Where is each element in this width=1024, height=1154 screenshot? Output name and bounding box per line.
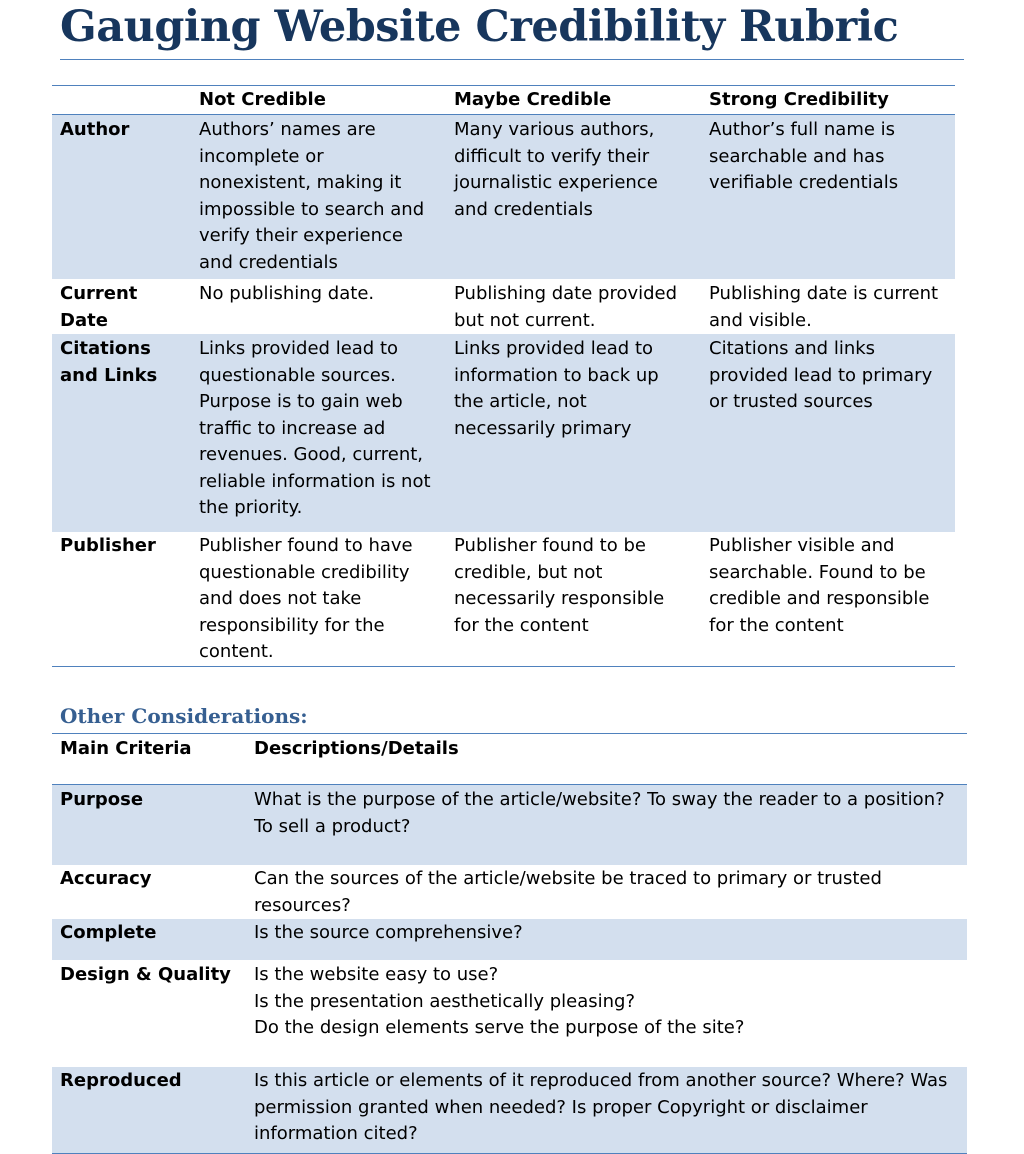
design-question-purpose: Do the design elements serve the purpose of the site?	[254, 1017, 745, 1038]
rubric-row-author	[52, 115, 955, 280]
rubric-header-strong-credibility: Strong Credibility	[701, 86, 955, 115]
rubric-cell-citations-not-credible: Links provided lead to questionable sources. Purpose is to gain web traffic to increase ad revenues. Good, current, reliable information is not the priority.	[199, 338, 431, 518]
rubric-criterion-current-date: Current Date	[60, 283, 138, 331]
considerations-criterion-accuracy: Accuracy	[60, 868, 152, 889]
rubric-row-current-date	[52, 279, 955, 334]
rubric-cell-citations-strong-credibility: Citations and links provided lead to primary or trusted sources	[709, 338, 933, 412]
considerations-row-design-quality	[52, 960, 967, 1067]
rubric-row-citations-links	[52, 334, 955, 532]
considerations-header-main-criteria: Main Criteria	[52, 734, 246, 785]
credibility-rubric-table	[52, 85, 955, 667]
rubric-cell-publisher-strong-credibility: Publisher visible and searchable. Found to be credible and responsible for the content	[709, 535, 930, 636]
other-considerations-table	[52, 733, 967, 1154]
considerations-details-reproduced: Is this article or elements of it reproduced from another source? Where? Was permission granted when needed? Is proper Copyright or disclaimer information cited?	[254, 1070, 948, 1144]
rubric-criterion-author: Author	[60, 119, 130, 140]
rubric-cell-author-not-credible: Authors’ names are incomplete or nonexistent, making it impossible to search and verify their experience and credentials	[199, 119, 425, 273]
considerations-row-accuracy	[52, 865, 967, 919]
rubric-cell-author-maybe-credible: Many various authors, difficult to verify their journalistic experience and credentials	[454, 119, 658, 220]
considerations-row-complete	[52, 919, 967, 960]
considerations-details-purpose: What is the purpose of the article/website? To sway the reader to a position? To sell a product?	[254, 789, 945, 837]
other-considerations-heading: Other Considerations:	[60, 704, 308, 728]
considerations-details-complete: Is the source comprehensive?	[254, 922, 523, 943]
rubric-cell-author-strong-credibility: Author’s full name is searchable and has verifiable credentials	[709, 119, 899, 193]
rubric-cell-date-not-credible: No publishing date.	[199, 283, 375, 304]
rubric-header-row	[52, 86, 955, 115]
rubric-header-corner	[52, 86, 191, 115]
rubric-cell-date-maybe-credible: Publishing date provided but not current.	[454, 283, 678, 331]
considerations-criterion-reproduced: Reproduced	[60, 1070, 182, 1091]
rubric-row-publisher	[52, 532, 955, 666]
rubric-criterion-citations-links: Citations and Links	[60, 338, 158, 386]
considerations-criterion-purpose: Purpose	[60, 789, 144, 810]
considerations-details-design-quality	[246, 960, 967, 1067]
rubric-cell-date-strong-credibility: Publishing date is current and visible.	[709, 283, 939, 331]
considerations-row-reproduced	[52, 1067, 967, 1154]
rubric-cell-publisher-not-credible: Publisher found to have questionable credibility and does not take responsibility for the content.	[199, 535, 413, 662]
design-question-aesthetics: Is the presentation aesthetically pleasing?	[254, 990, 636, 1012]
rubric-cell-publisher-maybe-credible: Publisher found to be credible, but not necessarily responsible for the content	[454, 535, 665, 636]
rubric-header-maybe-credible: Maybe Credible	[446, 86, 701, 115]
rubric-criterion-publisher: Publisher	[60, 535, 156, 556]
rubric-cell-citations-maybe-credible: Links provided lead to information to back up the article, not necessarily primary	[454, 338, 659, 439]
considerations-header-row	[52, 734, 967, 785]
page-title: Gauging Website Credibility Rubric	[60, 0, 964, 60]
considerations-details-accuracy: Can the sources of the article/website be traced to primary or trusted resources?	[254, 868, 882, 916]
considerations-row-purpose	[52, 785, 967, 866]
considerations-criterion-complete: Complete	[60, 922, 157, 943]
considerations-criterion-design-quality: Design & Quality	[60, 964, 231, 985]
design-question-easy-to-use: Is the website easy to use?	[254, 964, 499, 985]
considerations-header-descriptions: Descriptions/Details	[246, 734, 967, 785]
rubric-header-not-credible: Not Credible	[191, 86, 446, 115]
